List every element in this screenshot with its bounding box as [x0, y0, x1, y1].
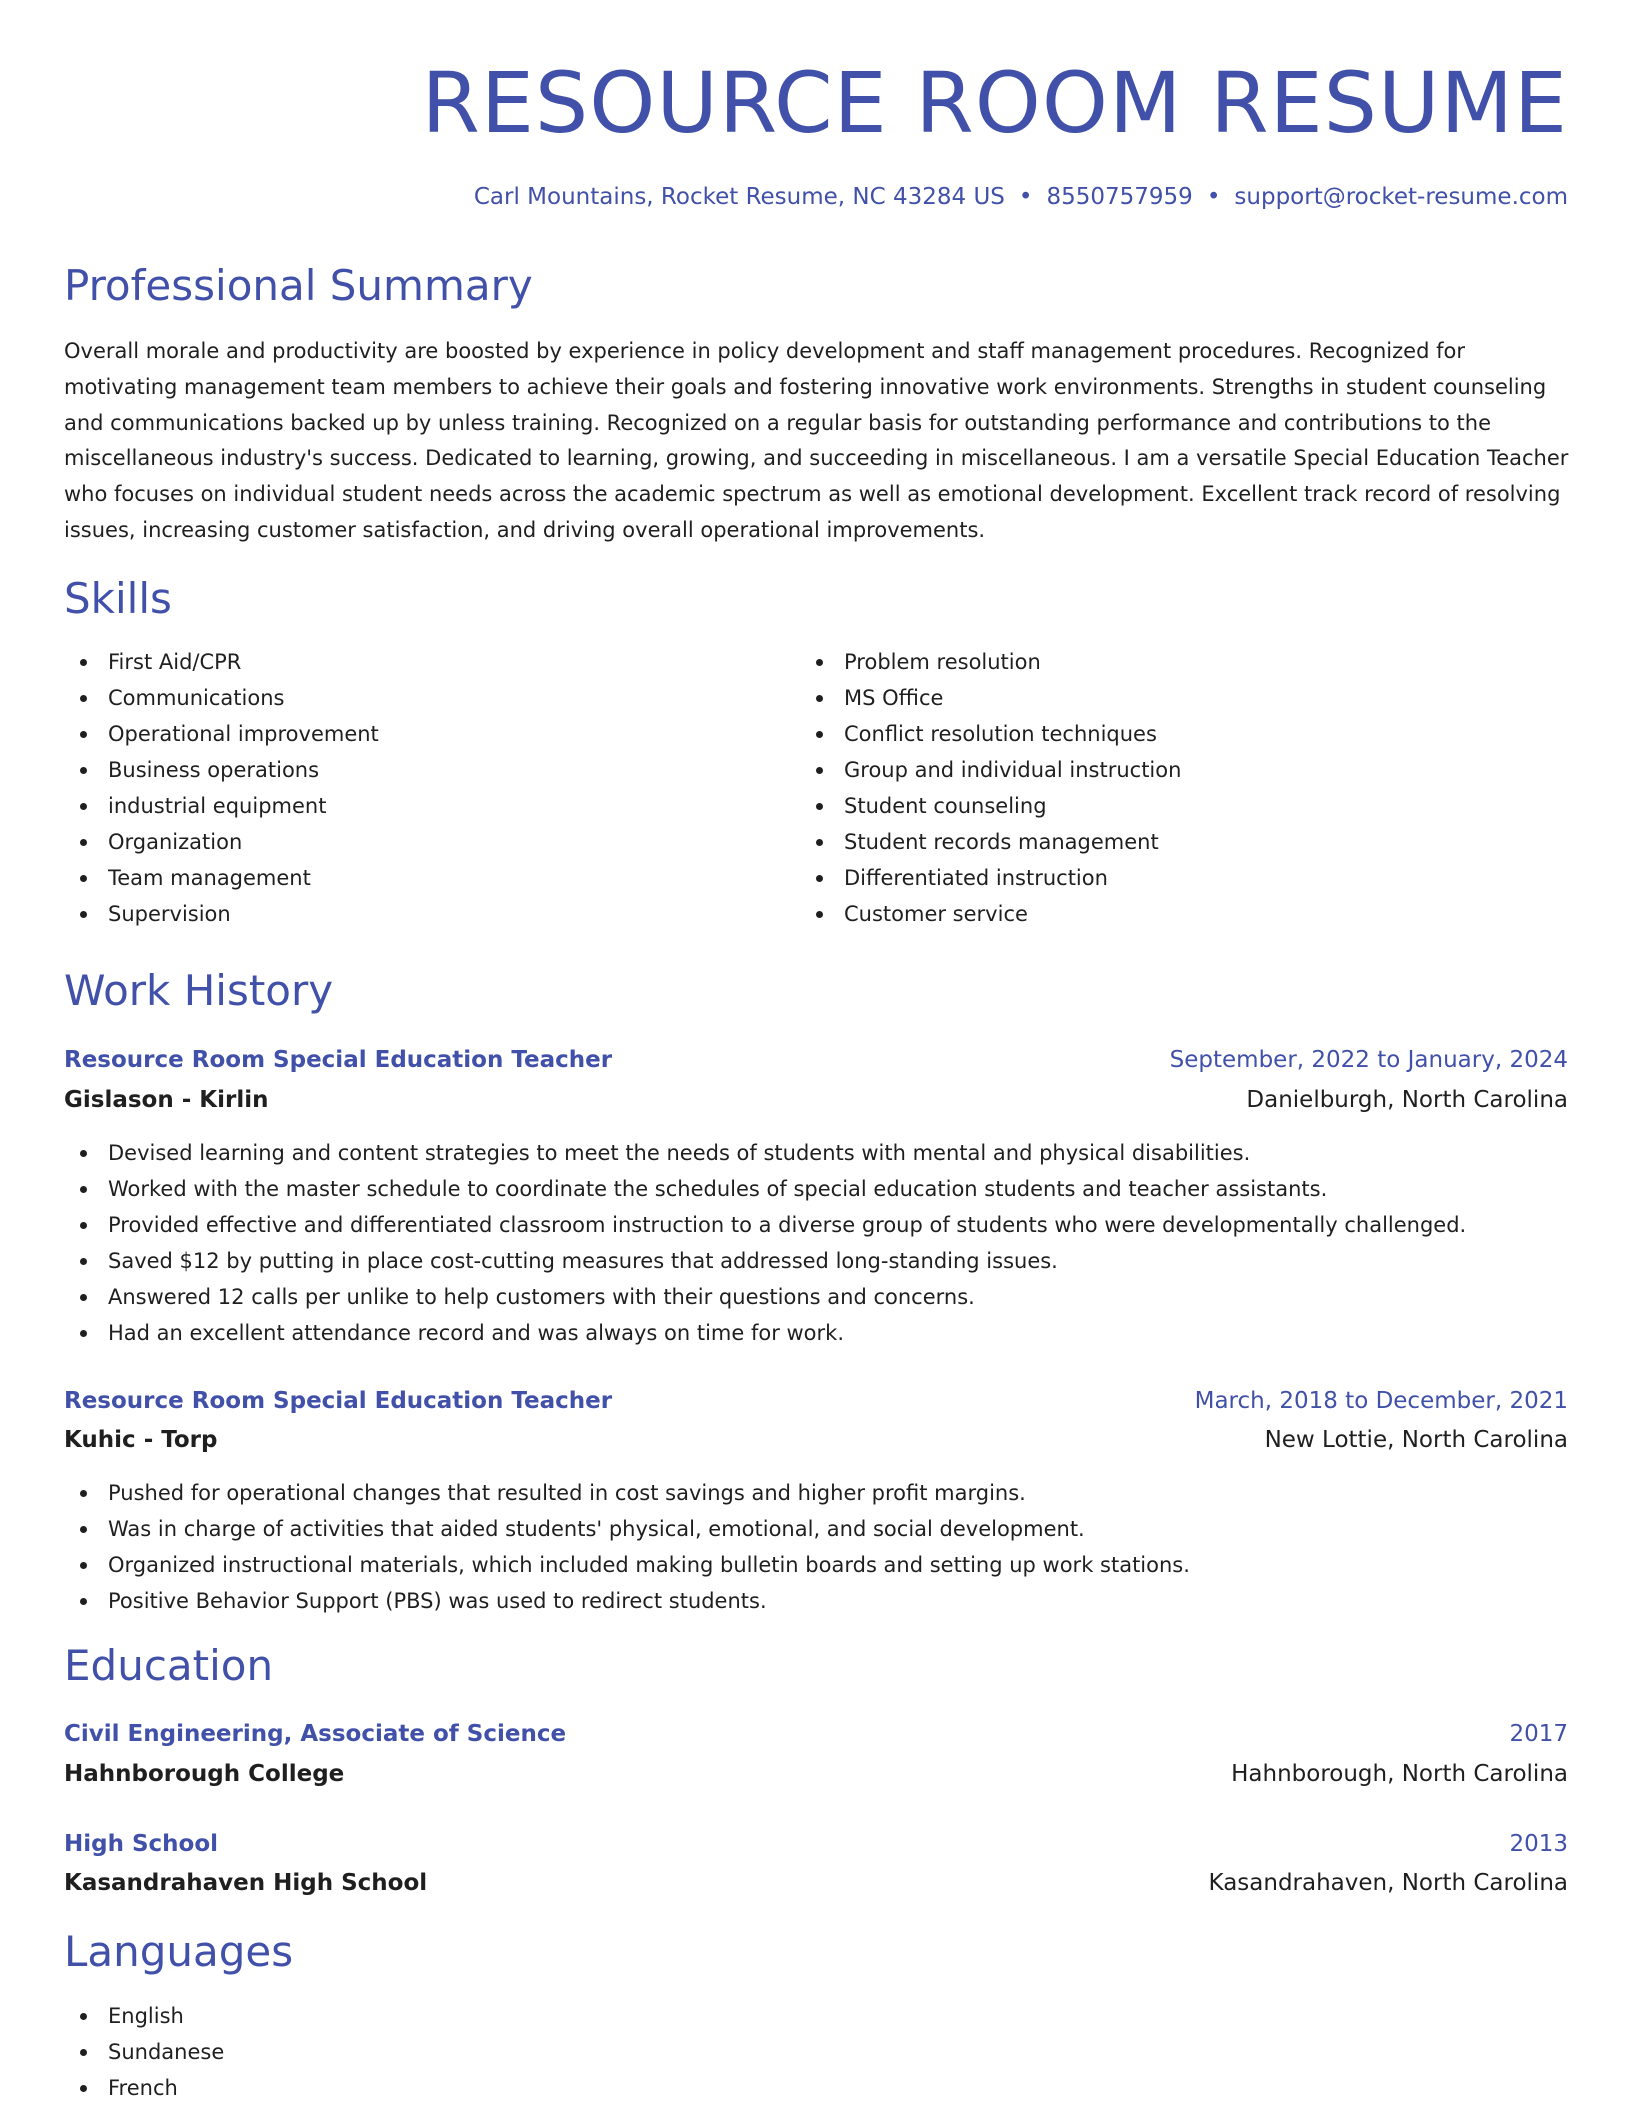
contact-email: support@rocket-resume.com	[1234, 184, 1568, 210]
job-header	[64, 1381, 1568, 1421]
languages-list	[64, 1998, 224, 2106]
list-item: Problem resolution	[800, 644, 1181, 680]
job-bullets	[64, 1475, 1190, 1619]
job-bullets	[64, 1135, 1466, 1351]
job-title: Resource Room Special Education Teacher	[64, 1047, 613, 1073]
job-location: New Lottie, North Carolina	[1264, 1427, 1568, 1453]
list-item: Supervision	[64, 896, 379, 932]
education-location: Hahnborough, North Carolina	[1231, 1761, 1568, 1787]
list-item: Organized instructional materials, which included making bulletin boards and setting up work stations.	[64, 1547, 1190, 1583]
job-employer-row	[64, 1080, 1568, 1120]
list-item: Differentiated instruction	[800, 860, 1181, 896]
list-item: Saved $12 by putting in place cost-cutting measures that addressed long-standing issues.	[64, 1243, 1466, 1279]
section-title-summary: Professional Summary	[64, 261, 533, 310]
job-company: Kuhic - Torp	[64, 1427, 218, 1453]
list-item: Student records management	[800, 824, 1181, 860]
education-school-row	[64, 1863, 1568, 1903]
education-year: 2017	[1509, 1721, 1568, 1747]
job-dates: September, 2022 to January, 2024	[1169, 1047, 1568, 1073]
job-company: Gislason - Kirlin	[64, 1087, 269, 1113]
list-item: Student counseling	[800, 788, 1181, 824]
job-header	[64, 1040, 1568, 1080]
education-year: 2013	[1509, 1831, 1568, 1857]
summary-text: Overall morale and productivity are boosted by experience in policy development and staff management procedures. Recognized for motivating management team members to achieve their goals and fostering innovative work environments. Strengths in student counseling and communications backed up by unless training. Recognized on a regular basis for outstanding performance and contributions to the miscellaneous industry's success. Dedicated to learning, growing, and succeeding in miscellaneous. I am a versatile Special Education Teacher who focuses on individual student needs across the academic spectrum as well as emotional development. Excellent track record of resolving issues, increasing customer satisfaction, and driving overall operational improvements.	[64, 339, 1569, 542]
list-item: English	[64, 1998, 224, 2034]
education-location: Kasandrahaven, North Carolina	[1208, 1870, 1568, 1896]
list-item: Was in charge of activities that aided students' physical, emotional, and social development.	[64, 1511, 1190, 1547]
list-item: Communications	[64, 680, 379, 716]
skills-list-left	[64, 644, 379, 932]
skills-list-right	[800, 644, 1181, 932]
section-title-languages: Languages	[64, 1927, 294, 1976]
contact-phone: 8550757959	[1046, 184, 1193, 210]
resume-name: RESOURCE ROOM RESUME	[421, 54, 1568, 152]
list-item: First Aid/CPR	[64, 644, 379, 680]
list-item: industrial equipment	[64, 788, 379, 824]
section-title-education: Education	[64, 1641, 274, 1690]
education-school: Kasandrahaven High School	[64, 1870, 428, 1896]
education-school-row	[64, 1754, 1568, 1794]
list-item: French	[64, 2070, 224, 2106]
education-degree: Civil Engineering, Associate of Science	[64, 1721, 567, 1747]
list-item: Answered 12 calls per unlike to help customers with their questions and concerns.	[64, 1279, 1466, 1315]
contact-separator: •	[1206, 184, 1221, 210]
list-item: Had an excellent attendance record and was always on time for work.	[64, 1315, 1466, 1351]
list-item: Team management	[64, 860, 379, 896]
list-item: Conflict resolution techniques	[800, 716, 1181, 752]
list-item: Operational improvement	[64, 716, 379, 752]
job-dates: March, 2018 to December, 2021	[1194, 1388, 1568, 1414]
job-location: Danielburgh, North Carolina	[1246, 1087, 1568, 1113]
list-item: Organization	[64, 824, 379, 860]
list-item: Group and individual instruction	[800, 752, 1181, 788]
list-item: Devised learning and content strategies to meet the needs of students with mental and physical disabilities.	[64, 1135, 1466, 1171]
education-header	[64, 1824, 1568, 1864]
list-item: Positive Behavior Support (PBS) was used to redirect students.	[64, 1583, 1190, 1619]
section-title-work-history: Work History	[64, 966, 334, 1015]
education-header	[64, 1714, 1568, 1754]
list-item: Worked with the master schedule to coordinate the schedules of special education students and teacher assistants.	[64, 1171, 1466, 1207]
list-item: Pushed for operational changes that resulted in cost savings and higher profit margins.	[64, 1475, 1190, 1511]
job-title: Resource Room Special Education Teacher	[64, 1388, 613, 1414]
section-title-skills: Skills	[64, 574, 172, 623]
job-employer-row	[64, 1420, 1568, 1460]
list-item: Sundanese	[64, 2034, 224, 2070]
education-degree: High School	[64, 1831, 219, 1857]
contact-separator: •	[1018, 184, 1033, 210]
contact-line	[474, 180, 1568, 214]
list-item: MS Office	[800, 680, 1181, 716]
contact-address: Carl Mountains, Rocket Resume, NC 43284 US	[473, 184, 1005, 210]
list-item: Provided effective and differentiated classroom instruction to a diverse group of students who were developmentally challenged.	[64, 1207, 1466, 1243]
list-item: Customer service	[800, 896, 1181, 932]
education-school: Hahnborough College	[64, 1761, 345, 1787]
list-item: Business operations	[64, 752, 379, 788]
